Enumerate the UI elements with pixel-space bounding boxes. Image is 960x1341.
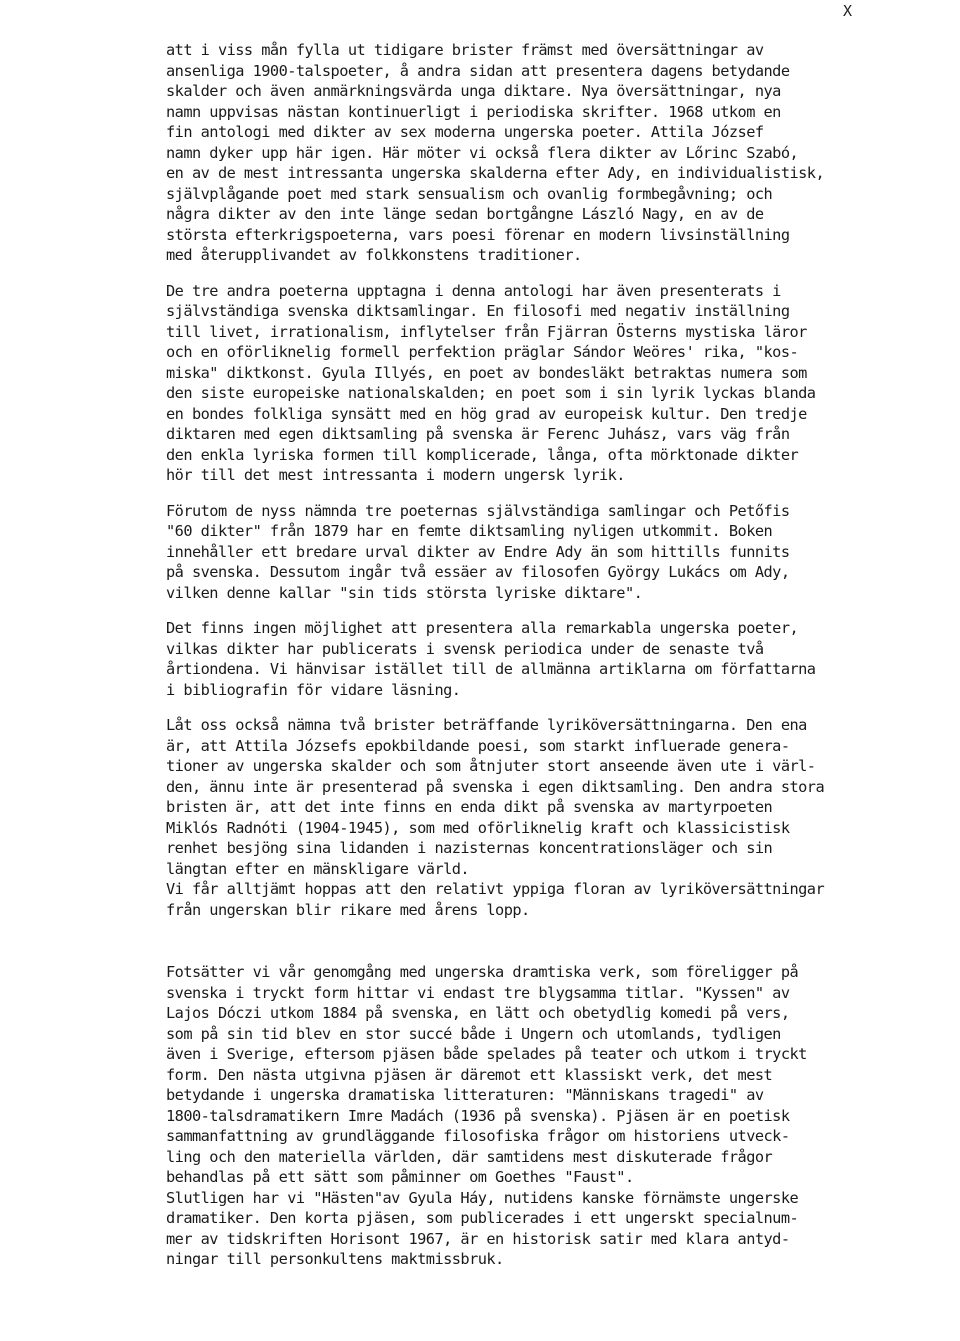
text-line: betydande i ungerska dramatiska litteraturen: "Människans tragedi" av <box>166 1086 764 1104</box>
text-line: årtiondena. Vi hänvisar istället till de allmänna artiklarna om författarna <box>166 660 816 678</box>
text-line: De tre andra poeterna upptagna i denna antologi har även presenterats i <box>166 281 781 300</box>
paragraph <box>166 962 921 1270</box>
text-line: mer av tidskriften Horisont 1967, är en historisk satir med klara antyd- <box>166 1229 790 1248</box>
text-line: svenska i tryckt form hittar vi endast tre blygsamma titlar. "Kyssen" av <box>166 983 790 1002</box>
text-line: är, att Attila Józsefs epokbildande poesi, som starkt influerade genera- <box>166 736 790 755</box>
text-line: sammanfattning av grundläggande filosofiska frågor om historiens utveck- <box>166 1127 790 1145</box>
text-line: och en oförliknelig formell perfektion präglar Sándor Weöres' rika, "kos- <box>166 343 799 361</box>
text-line: även i Sverige, eftersom pjäsen både spelades på teater och utkom i tryckt <box>166 1045 807 1063</box>
text-line: "60 dikter" från 1879 har en femte diktsamling nyligen utkommit. Boken <box>166 522 773 540</box>
text-line: hör till det mest intressanta i modern ungersk lyrik. <box>166 466 625 484</box>
text-line: 1800-talsdramatikern Imre Madách (1936 på svenska). Pjäsen är en poetisk <box>166 1106 790 1125</box>
text-line: Det finns ingen möjlighet att presentera alla remarkabla ungerska poeter, <box>166 619 799 637</box>
text-line: diktaren med egen diktsamling på svenska är Ferenc Juhász, vars väg från <box>166 425 790 443</box>
text-line: namn dyker upp här igen. Här möter vi också flera dikter av Lőrinc Szabó, <box>166 143 799 162</box>
text-line: längtan efter en mänskligare värld. <box>166 859 470 878</box>
text-line: Miklós Radnóti (1904-1945), som med oförliknelig kraft och klassicistisk <box>166 818 790 837</box>
text-line: bristen är, att det inte finns en enda dikt på svenska av martyrpoeten <box>166 798 773 816</box>
paragraph-gap <box>166 700 921 715</box>
paragraph <box>166 40 921 266</box>
text-line: en av de mest intressanta ungerska skalderna efter Ady, en individualistisk, <box>166 164 825 182</box>
text-line: innehåller ett bredare urval dikter av Endre Ady än som hittills funnits <box>166 542 790 561</box>
text-line: att i viss mån fylla ut tidigare brister främst med översättningar av <box>166 41 764 59</box>
paragraph-gap <box>166 486 921 501</box>
text-line: största efterkrigspoeterna, vars poesi förenar en modern livsinställning <box>166 225 790 244</box>
text-line: självplågande poet med stark sensualism och ovanlig formbegåvning; och <box>166 184 773 203</box>
text-line: några dikter av den inte länge sedan bortgångne László Nagy, en av de <box>166 205 764 223</box>
text-line: ling och den materiella världen, där samtidens mest diskuterade frågor <box>166 1147 773 1166</box>
document-body <box>166 40 921 1270</box>
text-line: med återupplivandet av folkkonstens traditioner. <box>166 246 582 264</box>
text-line: tioner av ungerska skalder och som åtnjuter stort anseende även ute i värl- <box>166 757 816 775</box>
paragraph-gap <box>166 920 921 962</box>
text-line: Vi får alltjämt hoppas att den relativt yppiga floran av lyriköversättningar <box>166 880 825 898</box>
text-line: behandlas på ett sätt som påminner om Goethes "Faust". <box>166 1168 634 1186</box>
text-line: renhet besjöng sina lidanden i nazisternas koncentrationsläger och sin <box>166 839 773 857</box>
text-line: på svenska. Dessutom ingår två essäer av filosofen György Lukács om Ady, <box>166 563 790 581</box>
text-line: Låt oss också nämna två brister beträffande lyriköversättningarna. Den ena <box>166 716 807 734</box>
text-line: självständiga svenska diktsamlingar. En filosofi med negativ inställning <box>166 302 790 320</box>
text-line: miska" diktkonst. Gyula Illyés, en poet av bondesläkt betraktas numera som <box>166 363 807 382</box>
text-line: den siste europeiske nationalskalden; en poet som i sin lyrik lyckas blanda <box>166 384 816 402</box>
paragraph <box>166 281 921 486</box>
paragraph <box>166 618 921 700</box>
text-line: vilken denne kallar "sin tids största lyriske diktare". <box>166 583 643 602</box>
paragraph <box>166 715 921 920</box>
text-line: den enkla lyriska formen till komplicerade, långa, ofta mörktonade dikter <box>166 445 799 464</box>
text-line: en bondes folkliga synsätt med en hög grad av europeisk kultur. Den tredje <box>166 404 807 423</box>
paragraph-gap <box>166 266 921 281</box>
text-line: den, ännu inte är presenterad på svenska i egen diktsamling. Den andra stora <box>166 777 825 796</box>
text-line: Lajos Dóczi utkom 1884 på svenska, en lätt och obetydlig komedi på vers, <box>166 1004 790 1022</box>
text-line: ningar till personkultens maktmissbruk. <box>166 1250 504 1268</box>
text-line: form. Den nästa utgivna pjäsen är däremot ett klassiskt verk, det mest <box>166 1065 773 1084</box>
text-line: som på sin tid blev en stor succé både i Ungern och utomlands, tydligen <box>166 1024 781 1043</box>
text-line: från ungerskan blir rikare med årens lopp. <box>166 900 530 919</box>
paragraph-gap <box>166 603 921 618</box>
text-line: vilkas dikter har publicerats i svensk periodica under de senaste två <box>166 639 764 658</box>
text-line: Slutligen har vi "Hästen"av Gyula Háy, nutidens kanske förnämste ungerske <box>166 1188 799 1207</box>
text-line: Förutom de nyss nämnda tre poeternas självständiga samlingar och Petőfis <box>166 501 790 520</box>
text-line: fin antologi med dikter av sex moderna ungerska poeter. Attila József <box>166 123 764 141</box>
text-line: dramatiker. Den korta pjäsen, som publicerades i ett ungerskt specialnum- <box>166 1209 799 1227</box>
text-line: ansenliga 1900-talspoeter, å andra sidan att presentera dagens betydande <box>166 61 790 80</box>
text-line: till livet, irrationalism, inflytelser från Fjärran Österns mystiska läror <box>166 322 807 341</box>
paragraph <box>166 501 921 604</box>
text-line: i bibliografin för vidare läsning. <box>166 680 461 699</box>
text-line: namn uppvisas nästan kontinuerligt i periodiska skrifter. 1968 utkom en <box>166 102 781 121</box>
text-line: Fotsätter vi vår genomgång med ungerska dramtiska verk, som föreligger på <box>166 963 799 981</box>
page-marker: X <box>842 2 852 20</box>
text-line: skalder och även anmärkningsvärda unga diktare. Nya översättningar, nya <box>166 82 781 100</box>
